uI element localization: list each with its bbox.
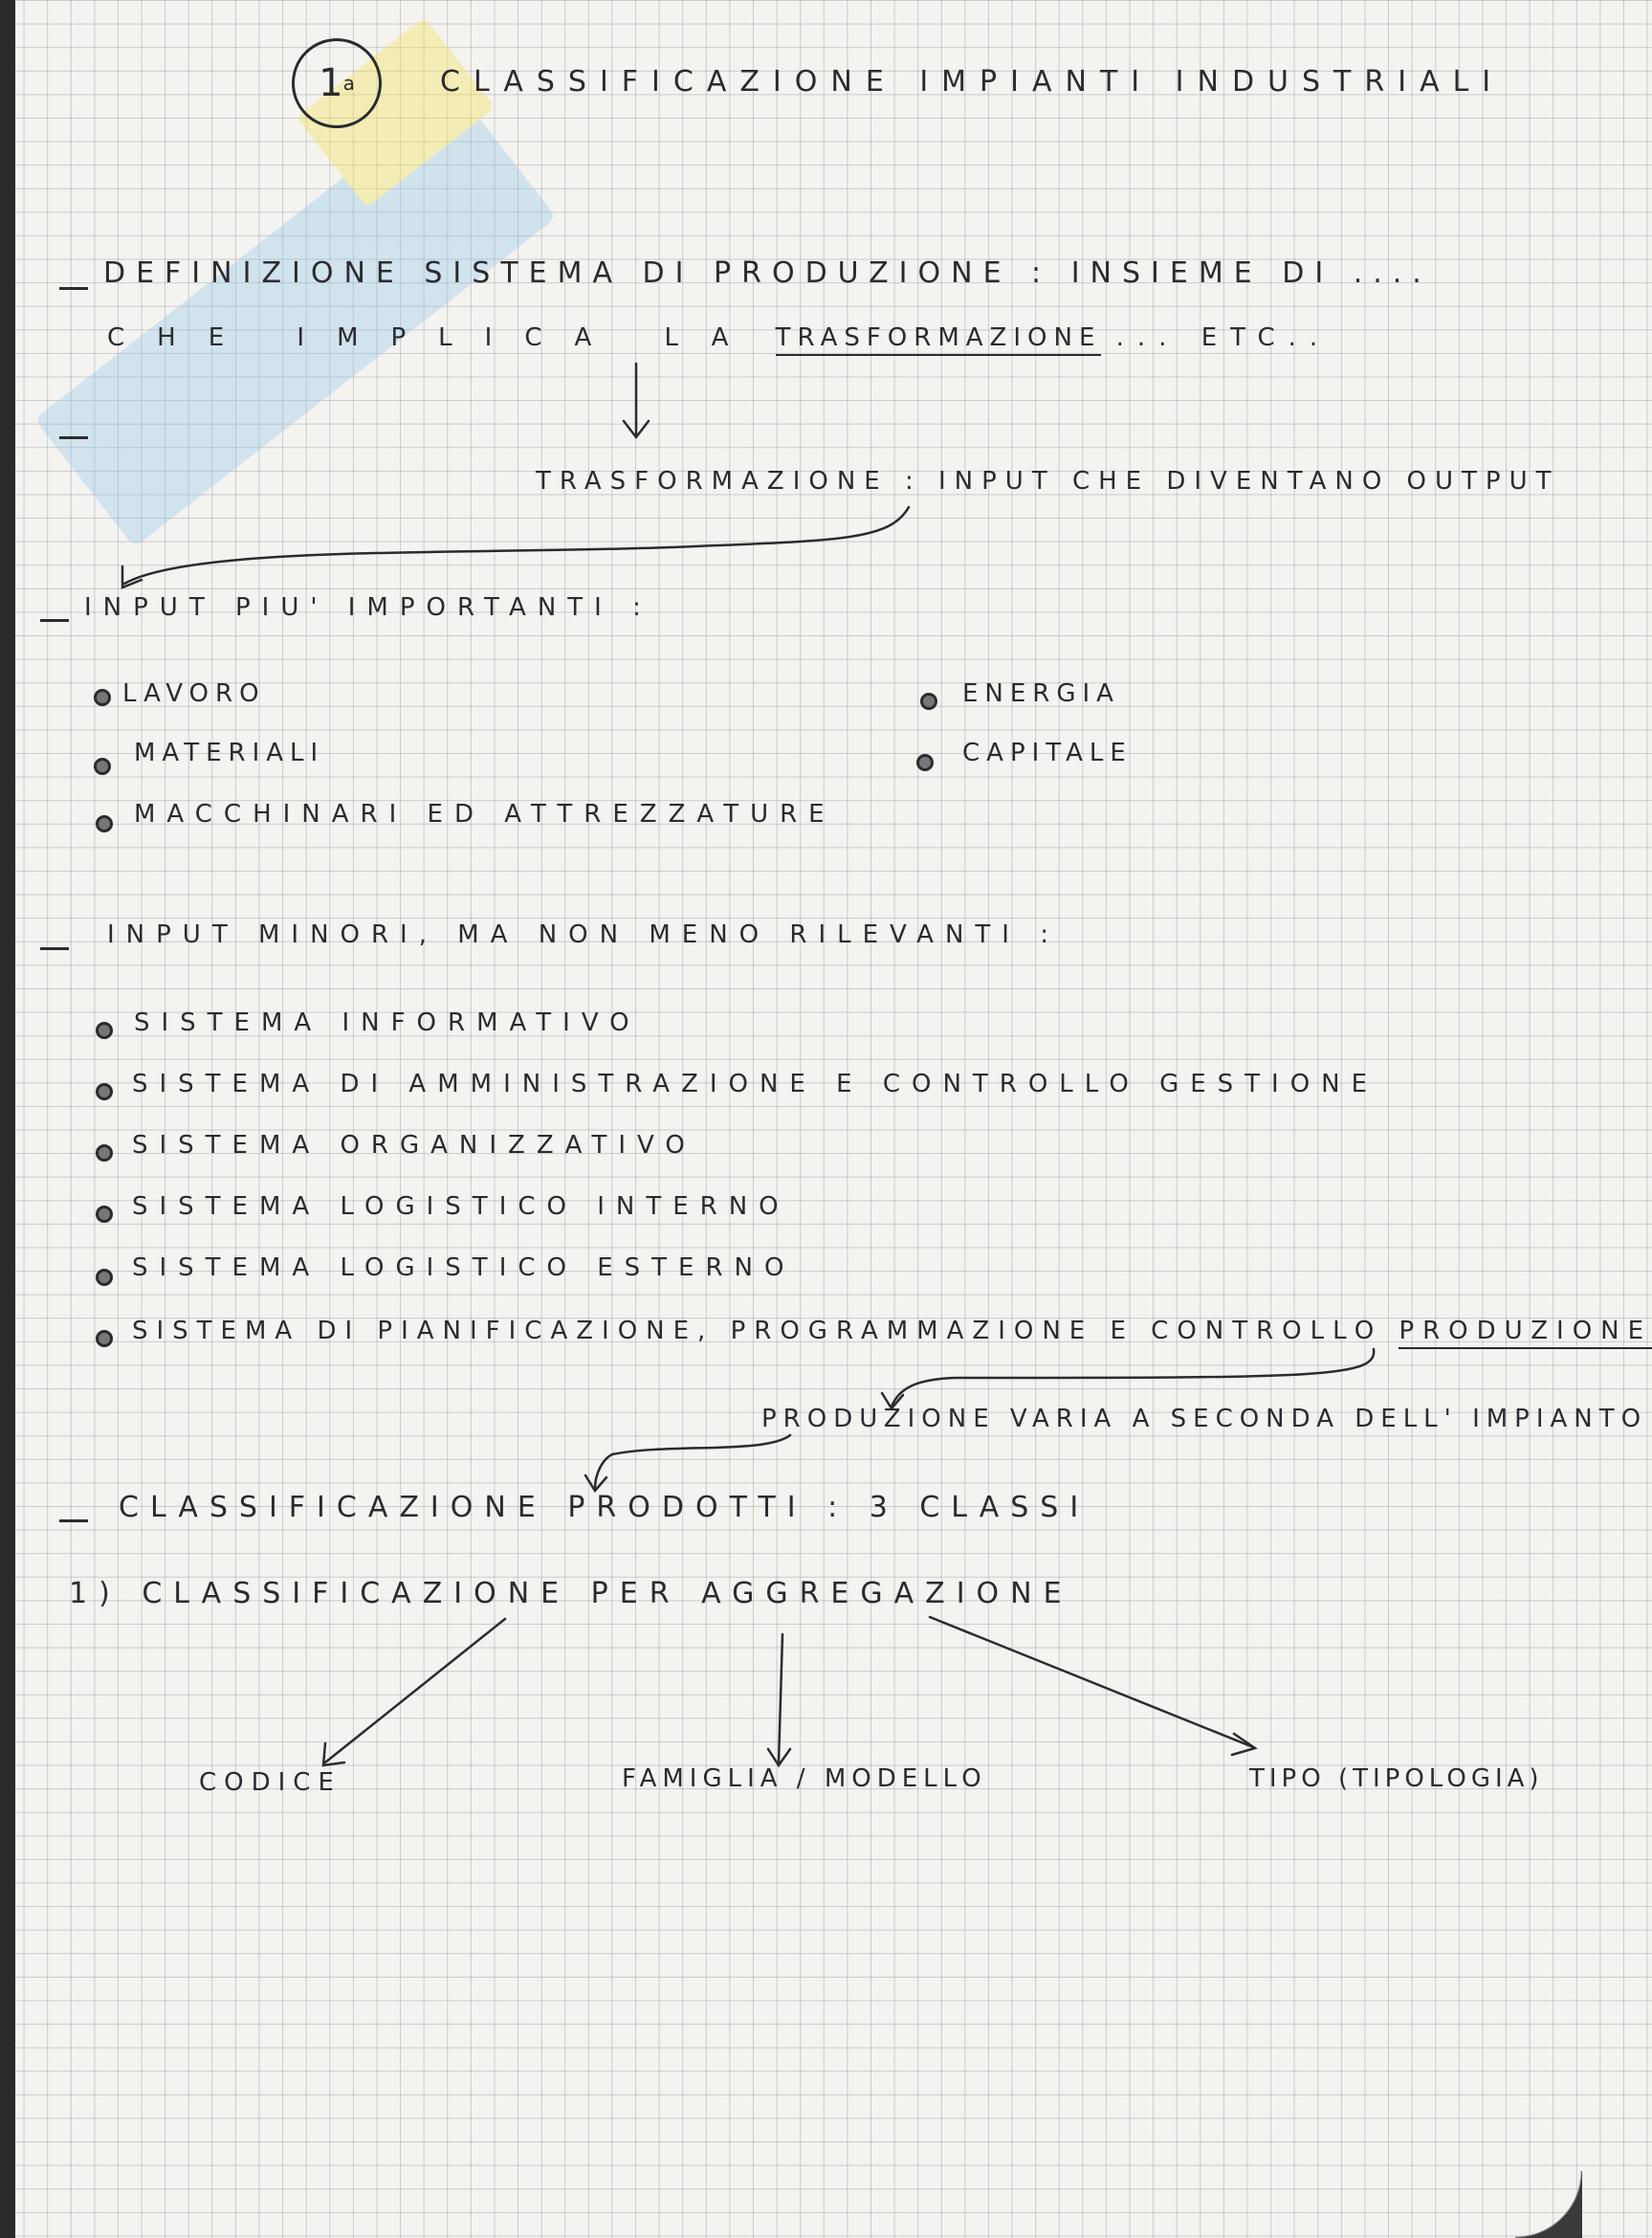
input-minor-item: SISTEMA LOGISTICO ESTERNO — [132, 1253, 796, 1282]
arrow-down-transformation — [624, 364, 649, 437]
input-minor-last-underlined: PRODUZIONE — [1399, 1317, 1652, 1349]
input-main-item: MATERIALI — [134, 739, 325, 767]
input-minor-last-pre: SISTEMA DI PIANIFICAZIONE, PROGRAMMAZIONE E CONTROLLO — [132, 1317, 1383, 1345]
inputs-main-heading: INPUT PIU' IMPORTANTI : — [84, 593, 652, 622]
arrow-to-tipo — [930, 1617, 1255, 1755]
classification-branch: CODICE — [199, 1768, 341, 1797]
classification-heading: CLASSIFICAZIONE PRODOTTI : 3 CLASSI — [119, 1491, 1090, 1524]
classification-item-1: 1) CLASSIFICAZIONE PER AGGREGAZIONE — [69, 1577, 1073, 1610]
input-minor-item: SISTEMA LOGISTICO INTERNO — [132, 1192, 790, 1221]
classification-branch: TIPO (TIPOLOGIA) — [1249, 1764, 1544, 1793]
arrow-to-codice — [323, 1619, 505, 1765]
transformation-definition: TRASFORMAZIONE : INPUT CHE DIVENTANO OUTPUT — [536, 467, 1560, 496]
page-title: CLASSIFICAZIONE IMPIANTI INDUSTRIALI — [440, 65, 1505, 99]
page-number: 1 — [319, 61, 343, 105]
input-main-item: ENERGIA — [962, 679, 1120, 708]
definition-line2-pre: CHE IMPLICA LA — [107, 323, 761, 352]
arrow-input-to-heading — [122, 507, 909, 587]
input-main-item: LAVORO — [122, 679, 266, 708]
production-note: PRODUZIONE VARIA A SECONDA DELL' IMPIANTO — [761, 1405, 1648, 1433]
inputs-minor-heading: INPUT MINORI, MA NON MENO RILEVANTI : — [107, 920, 1060, 949]
arrow-to-classification — [585, 1435, 790, 1491]
input-minor-item: SISTEMA INFORMATIVO — [134, 1008, 641, 1037]
arrow-produzione-curve — [882, 1349, 1374, 1408]
arrow-to-famiglia — [768, 1634, 790, 1765]
definition-underlined-term: TRASFORMAZIONE — [776, 323, 1102, 356]
input-main-item: CAPITALE — [962, 739, 1133, 767]
definition-line1: DEFINIZIONE SISTEMA DI PRODUZIONE : INSIEME DI .... — [103, 256, 1432, 290]
input-main-item: MACCHINARI ED ATTREZZATURE — [134, 800, 836, 829]
classification-branch: FAMIGLIA / MODELLO — [622, 1764, 987, 1793]
page-number-suffix: a — [342, 72, 355, 95]
definition-line2-post: ... ETC.. — [1115, 323, 1332, 352]
input-minor-item: SISTEMA ORGANIZZATIVO — [132, 1131, 696, 1160]
input-minor-item: SISTEMA DI AMMINISTRAZIONE E CONTROLLO GESTIONE — [132, 1070, 1379, 1098]
